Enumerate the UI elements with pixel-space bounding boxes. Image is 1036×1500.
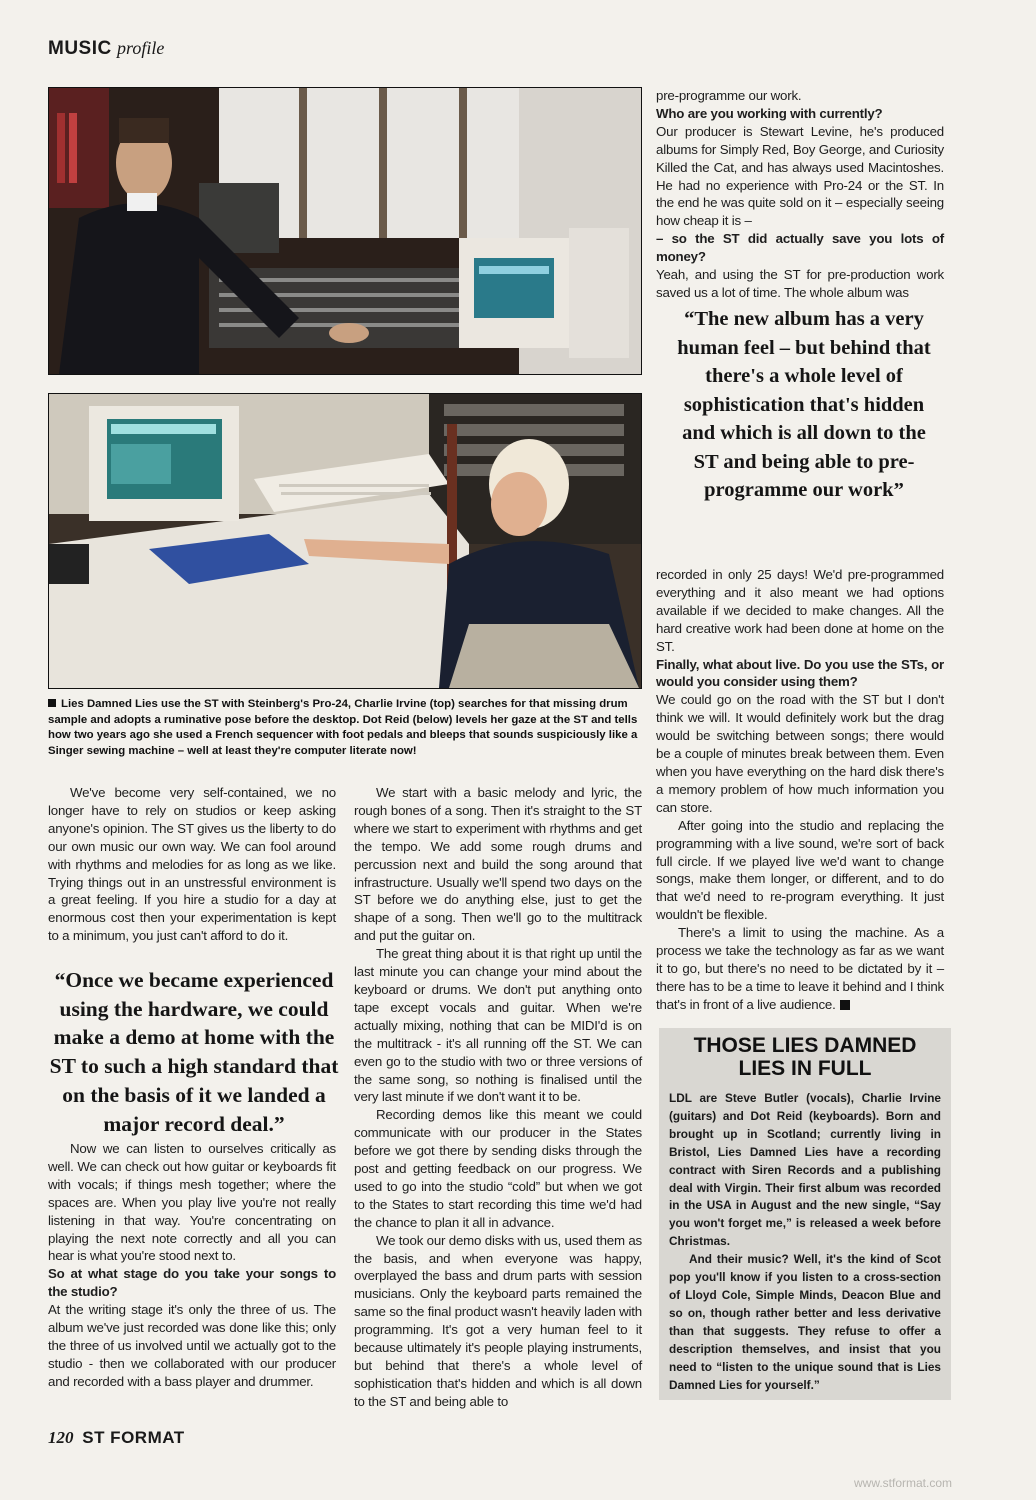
photo-top [48, 87, 642, 375]
end-mark [840, 1000, 850, 1010]
photo-top-illustration [49, 88, 641, 374]
col2-paragraph-3: Recording demos like this meant we could communicate with our producer in the States before we got there by sending disks through the post and getting feedback on our progress. We used to go into the studio “cold” but when we got to the States to start recording this time we'd had the chance to plan it all in advance. [354, 1107, 642, 1230]
column-2 [354, 784, 642, 1411]
column-1 [48, 784, 336, 945]
page-footer [48, 1428, 185, 1448]
sidebar-title: THOSE LIES DAMNED LIES IN FULL [693, 1034, 917, 1080]
column-1-lower [48, 1140, 336, 1391]
col1-question-1: So at what stage do you take your songs to the studio? [48, 1266, 336, 1300]
col3-paragraph-6 [656, 924, 944, 1014]
section-header [48, 38, 164, 60]
col3-paragraph-5: After going into the studio and replacing the programming with a live sound, we're sort of back full circle. If we played live we'd want to change songs, make them longer, or different, and to do that we'd need to re-program everything. It just wouldn't be flexible. [656, 817, 944, 923]
sidebar-paragraph-1: LDL are Steve Butler (vocals), Charlie Irvine (guitars) and Dot Reid (keyboards). Born and brought up in Scotland; currently living in Bristol, Lies Damned Lies have a recording contract with Siren Records and a publishing deal with Virgin. Their first album was recorded in the USA in August and the new single, “Say you won't forget me,” is released a week before Christmas. [669, 1091, 941, 1249]
column-3-bottom [656, 566, 944, 1014]
col1-paragraph-3: At the writing stage it's only the three of us. The album we've just recorded was done like this; only the three of us involved until we actually got to the studio - then we collaborated with our producer and recorded with a bass player and drummer. [48, 1302, 336, 1389]
page-number: 120 [48, 1428, 74, 1447]
pull-quote-2: “The new album has a very human feel – but behind that there's a whole level of sophistication that's hidden and which is all down to the ST and being able to pre-programme our work” [677, 308, 931, 501]
col2-paragraph-1: We start with a basic melody and lyric, the rough bones of a song. Then it's straight to the ST where we start to experiment with rhythms and get the tempo. We add some rough drums and percussion next and build the song around that infrastructure. Usually we'll spend two days on the ST before we do anything else, just to get the shape of a song. Then we'll go to the multitrack and put the guitar on. [354, 785, 642, 944]
magazine-name: ST FORMAT [82, 1428, 185, 1447]
col3-paragraph-0: pre-programme our work. [656, 88, 802, 103]
col3-paragraph-3: recorded in only 25 days! We'd pre-programmed everything and it also meant we had options available if we decided to make changes. All the hard creative work had been done at home on the ST. [656, 567, 944, 654]
pull-quote-1: “Once we became experienced using the hardware, we could make a demo at home with the ST to such a high standard that on the basis of it we landed a major record deal.” [49, 968, 339, 1136]
photo-bottom-illustration [49, 394, 641, 688]
col3-paragraph-6-text: There's a limit to using the machine. As a process we take the technology as far as we want it to go, but there's no need to be dictated by it – there has to be a time to leave it behind and I think that's in front of a live audience. [656, 925, 944, 1012]
col3-question-2: – so the ST did actually save you lots of money? [656, 231, 944, 265]
col3-paragraph-1: Our producer is Stewart Levine, he's produced albums for Simply Red, Boy George, and Curiosity Killed the Cat, and has always used Macintoshes. He had no experience with Pro-24 or the ST. In the end he was quite sold on it – especially seeing how cheap it is – [656, 123, 944, 229]
watermark: www.stformat.com [853, 1476, 952, 1490]
col1-paragraph-1: We've become very self-contained, we no longer have to rely on studios or keep asking anyone's opinion. The ST gives us the liberty to do our own music our own way. We can fool around with rhythms and melodies for as long as we like. Trying things out in an unstressful environment is a great feeling. If you hire a studio for a day at enormous cost then your experimentation is kept to a minimum, you just can't afford to do it. [48, 785, 336, 944]
col3-question-1: Who are you working with currently? [656, 105, 883, 121]
col3-question-3: Finally, what about live. Do you use the STs, or would you consider using them? [656, 656, 944, 690]
caption-text: Lies Damned Lies use the ST with Steinberg's Pro-24, Charlie Irvine (top) searches for that missing drum sample and adopts a ruminative pose before the desktop. Dot Reid (below) levels her gaze at the ST and tells how two years ago she used a French sequencer with foot pedals and bleeps that sounds suspiciously like a Singer sewing machine – well at least they're computer literate now! [48, 698, 638, 757]
section-label: MUSIC [48, 38, 112, 59]
sidebar-box [659, 1028, 951, 1400]
col3-paragraph-4: We could go on the road with the ST but I don't think we will. It would definitely work but the drag would be switching between songs; there would be a couple of minutes break between them. Even when you have everything on the hard disk there's a memory problem of how much information you can store. [656, 692, 944, 815]
col2-paragraph-4: We took our demo disks with us, used them as the basis, and when everyone was happy, overplayed the bass and drum parts with session musicians. Only the keyboard parts remained the same so the final product wasn't heavily laden with programming. It's got a very human feel to it because ultimately it's people playing instruments, but behind that there's a whole level of sophistication that's hidden and which is all down to the ST and being able to [354, 1232, 642, 1409]
photo-caption [48, 697, 640, 759]
photo-bottom [48, 393, 642, 689]
col3-paragraph-2: Yeah, and using the ST for pre-production work saved us a lot of time. The whole album was [656, 267, 944, 300]
col1-paragraph-2: Now we can listen to ourselves critically as well. We can check out how guitar or keyboards fit with vocals; if things mesh together; where the spaces are. When you play live you're not really listening in that way. You're concentrating on playing the next note correctly and all you can hear is what you're stood next to. [48, 1141, 336, 1264]
sidebar-paragraph-2: And their music? Well, it's the kind of Scot pop you'll know if you listen to a cross-section of Lloyd Cole, Simple Minds, Deacon Blue and so on, though rather better and less derivative than that suggests. They refuse to offer a description themselves, and insist that you need to “listen to the unique sound that is Lies Damned Lies for yourself.” [669, 1252, 941, 1392]
section-sublabel: profile [117, 38, 165, 58]
caption-bullet [48, 699, 56, 707]
column-3-top [656, 87, 944, 302]
col2-paragraph-2: The great thing about it is that right up until the last minute you can change your mind about the keyboard or drums. We don't put anything onto tape except vocals and guitar. When we're actually mixing, nothing that can be MIDI'd is on the multitrack - it's all running off the ST. We can even go to the studio with two or three versions of the same song, so nothing is finalised until the very last minute if we don't want it to be. [354, 946, 642, 1105]
